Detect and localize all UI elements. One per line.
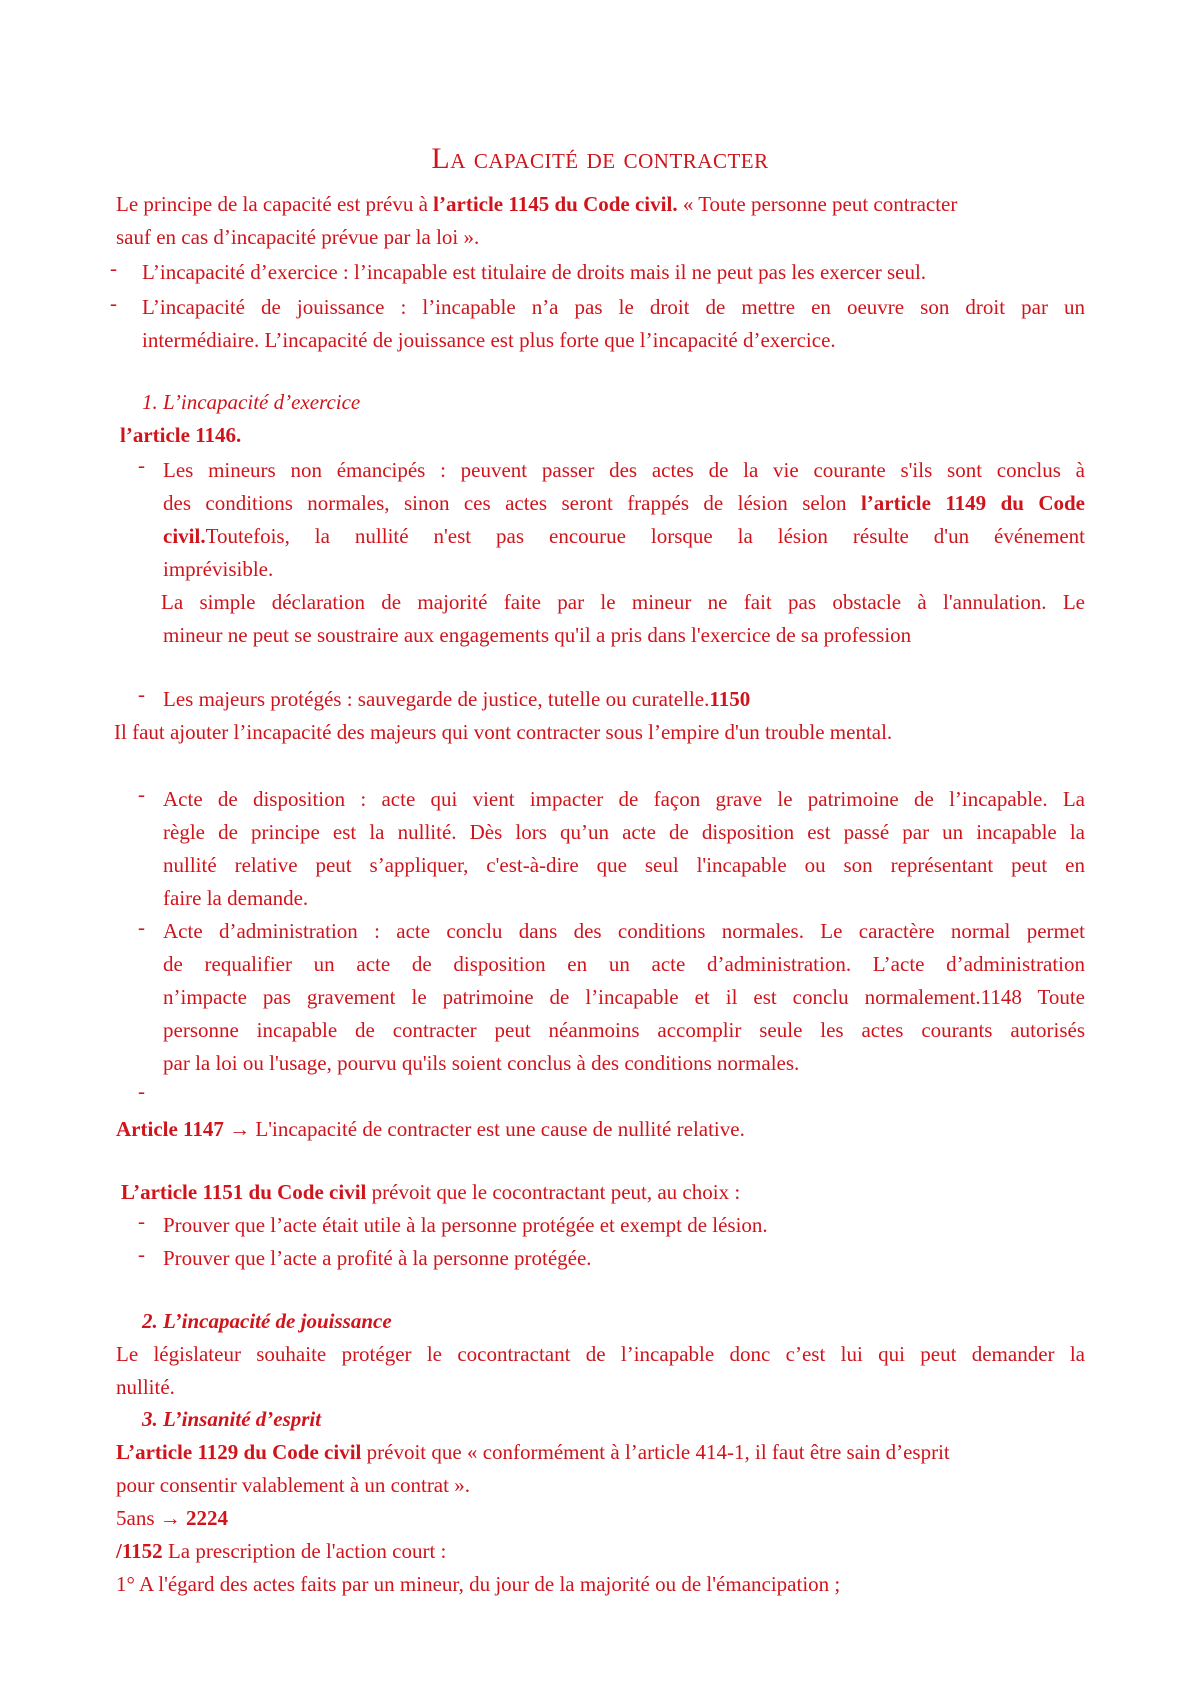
- section-1-heading: 1. L’incapacité d’exercice: [142, 390, 361, 414]
- section-1-ref: l’article 1146.: [120, 423, 242, 447]
- article-1151: L’article 1151 du Code civil prévoit que le cocontractant peut, au choix :: [121, 1180, 741, 1204]
- administration-line-5: par la loi ou l'usage, pourvu qu'ils soient conclus à des conditions normales.: [163, 1051, 800, 1075]
- administration-line-2: de requalifier un acte de disposition en un acte d’administration. L’acte d’administration: [163, 952, 1085, 976]
- bullet-dash: -: [138, 1079, 145, 1103]
- bullet-dash: -: [138, 782, 145, 806]
- mineurs-line-2: des conditions normales, sinon ces actes seront frappés de lésion selon l’article 1149 du Code: [163, 491, 1085, 515]
- prouver-1: Prouver que l’acte était utile à la personne protégée et exempt de lésion.: [163, 1213, 768, 1237]
- disposition-line-3: nullité relative peut s’appliquer, c'est-à-dire que seul l'incapable ou son représentant peut en: [163, 853, 1085, 877]
- administration-line-1: Acte d’administration : acte conclu dans des conditions normales. Le caractère normal permet: [163, 919, 1085, 943]
- bullet-dash: -: [110, 291, 117, 315]
- mineurs-line-6: mineur ne peut se soustraire aux engagements qu'il a pris dans l'exercice de sa profession: [163, 623, 912, 647]
- intro-bullet-jouissance-cont: intermédiaire. L’incapacité de jouissance est plus forte que l’incapacité d’exercice.: [142, 328, 836, 352]
- bullet-dash: -: [138, 1242, 145, 1266]
- mineurs-line-4: imprévisible.: [163, 557, 274, 581]
- section-3-line-5: 1° A l'égard des actes faits par un mineur, du jour de la majorité ou de l'émancipation ;: [116, 1572, 841, 1596]
- prouver-2: Prouver que l’acte a profité à la personne protégée.: [163, 1246, 592, 1270]
- intro-line-2: sauf en cas d’incapacité prévue par la loi ».: [116, 225, 480, 249]
- intro-bullet-jouissance: L’incapacité de jouissance : l’incapable n’a pas le droit de mettre en oeuvre son droit par un: [142, 295, 1085, 319]
- bullet-dash: -: [138, 682, 145, 706]
- section-3-heading: 3. L’insanité d’esprit: [142, 1407, 322, 1431]
- section-3-line-1: L’article 1129 du Code civil prévoit que « conformément à l’article 414-1, il faut être sain d’esprit: [116, 1440, 950, 1464]
- section-2-line-1: Le législateur souhaite protéger le cocontractant de l’incapable donc c’est lui qui peut demander la: [116, 1342, 1085, 1366]
- majeurs-proteges: Les majeurs protégés : sauvegarde de justice, tutelle ou curatelle.1150: [163, 687, 751, 711]
- section-3-line-2: pour consentir valablement à un contrat ».: [116, 1473, 470, 1497]
- section-3-line-4: /1152 La prescription de l'action court :: [116, 1539, 447, 1563]
- section-2-line-2: nullité.: [116, 1375, 175, 1399]
- trouble-mental: Il faut ajouter l’incapacité des majeurs qui vont contracter sous l’empire d'un trouble mental.: [114, 720, 893, 744]
- section-2-heading: 2. L’incapacité de jouissance: [142, 1309, 392, 1333]
- administration-line-3: n’impacte pas gravement le patrimoine de l’incapable et il est conclu normalement.1148 Toute: [163, 985, 1085, 1009]
- disposition-line-2: règle de principe est la nullité. Dès lors qu’un acte de disposition est passé par un incapable la: [163, 820, 1085, 844]
- section-3-line-3: 5ans → 2224: [116, 1506, 228, 1530]
- mineurs-line-3: civil.Toutefois, la nullité n'est pas encourue lorsque la lésion résulte d'un événement: [163, 524, 1085, 548]
- bullet-dash: -: [110, 256, 117, 280]
- administration-line-4: personne incapable de contracter peut néanmoins accomplir seule les actes courants autorisés: [163, 1018, 1085, 1042]
- intro-line-1: Le principe de la capacité est prévu à l’article 1145 du Code civil. « Toute personne peut contracter: [116, 192, 958, 216]
- intro-bullet-exercice: L’incapacité d’exercice : l’incapable est titulaire de droits mais il ne peut pas les exercer seul.: [142, 260, 927, 284]
- bullet-dash: -: [138, 1209, 145, 1233]
- bullet-dash: -: [138, 453, 145, 477]
- bullet-dash: -: [138, 915, 145, 939]
- mineurs-line-5: La simple déclaration de majorité faite par le mineur ne fait pas obstacle à l'annulation. Le: [161, 590, 1085, 614]
- mineurs-line-1: Les mineurs non émancipés : peuvent passer des actes de la vie courante s'ils sont conclus à: [163, 458, 1085, 482]
- disposition-line-4: faire la demande.: [163, 886, 309, 910]
- article-1147: Article 1147 → L'incapacité de contracter est une cause de nullité relative.: [116, 1117, 745, 1141]
- disposition-line-1: Acte de disposition : acte qui vient impacter de façon grave le patrimoine de l’incapable. La: [163, 787, 1085, 811]
- page-title: La capacité de contracter: [431, 142, 769, 175]
